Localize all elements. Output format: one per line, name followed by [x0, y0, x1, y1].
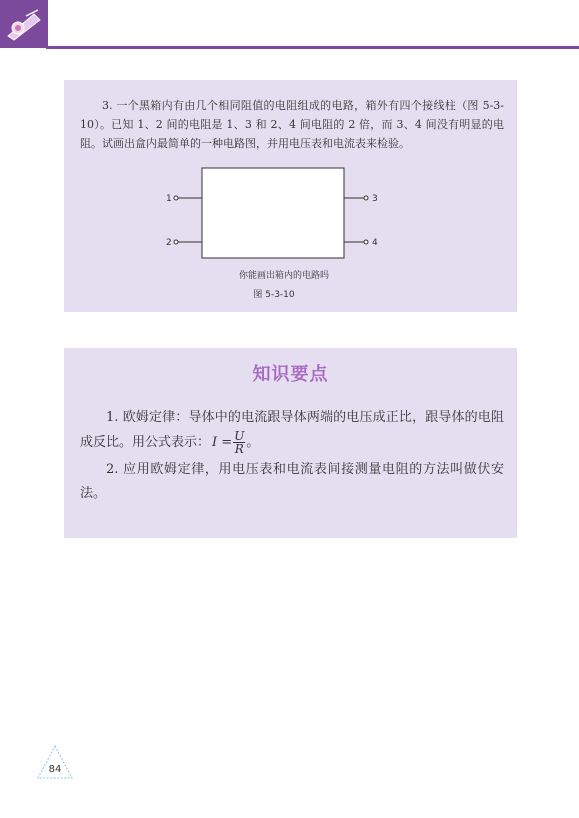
formula-numerator: U: [234, 429, 245, 443]
terminal-2: [174, 240, 178, 244]
book-logo-icon: [0, 0, 48, 48]
terminal-1-label: 1: [166, 194, 172, 204]
terminal-2-label: 2: [166, 238, 172, 248]
knowledge-point-2: 2. 应用欧姆定律，用电压表和电流表间接测量电阻的方法叫做伏安法。: [80, 462, 504, 501]
terminal-1: [174, 196, 178, 200]
terminal-3: [364, 196, 368, 200]
exercise-text: 3. 一个黑箱内有由几个相同阻值的电阻组成的电路，箱外有四个接线柱（图 5-3-10）。已知 1、2 间的电阻是 1、3 和 2、4 间电阻的 2 倍，而 3、4 间没有明显的电阻。试画出盒内最简单的一种电路图，并用电压表和电流表来检验。: [80, 99, 504, 150]
page-number: 84: [48, 764, 62, 775]
knowledge-point-1: [80, 406, 504, 455]
black-box-figure: [164, 164, 384, 264]
point-1-text: 1. 欧姆定律：导体中的电流跟导体两端的电压成正比，跟导体的电阻成反比。用公式表示：: [80, 410, 504, 450]
black-box-rect: [202, 168, 344, 258]
figure-caption: 你能画出箱内的电路吗: [238, 271, 329, 281]
knowledge-title: 知识要点: [252, 364, 329, 385]
ohm-formula: [212, 430, 246, 455]
formula-fraction: [233, 430, 245, 455]
terminal-3-label: 3: [372, 194, 378, 204]
formula-end: 。: [246, 435, 260, 450]
knowledge-box: [64, 348, 517, 538]
page-header: [0, 0, 579, 49]
terminal-4: [364, 240, 368, 244]
formula-denominator: R: [234, 442, 244, 456]
terminal-4-label: 4: [372, 238, 378, 248]
figure-number: 图 5-3-10: [253, 290, 295, 300]
exercise-box: [64, 80, 517, 312]
formula-lhs: I =: [212, 435, 233, 450]
header-rule: [46, 46, 579, 49]
